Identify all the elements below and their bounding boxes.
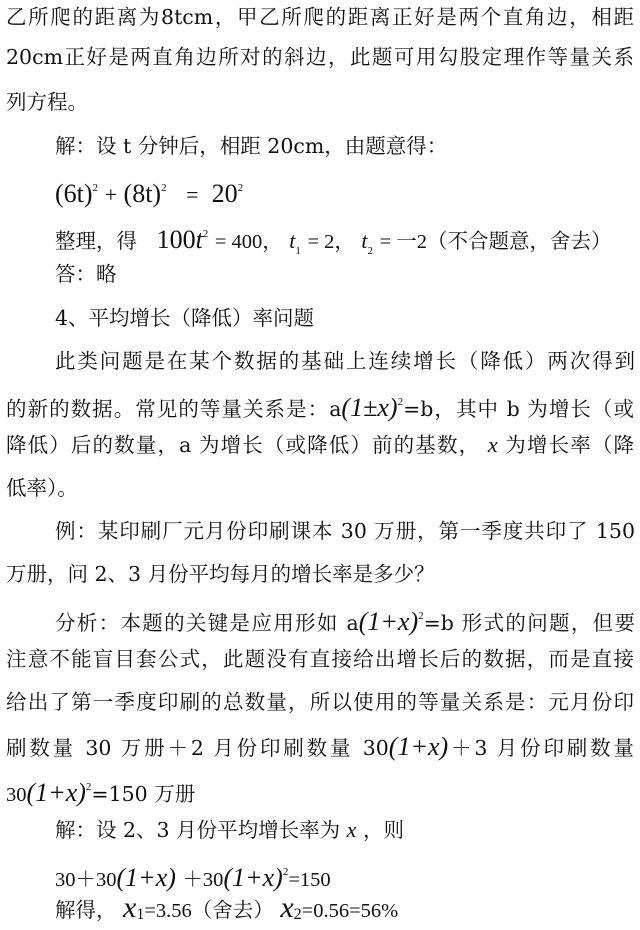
eq-text: =3.56（舍去） [144,900,274,922]
eq-text: = 一2（不合题意，舍去） [379,231,612,253]
eq-variable: t [289,228,296,253]
eq-variable: x [280,891,294,924]
text-span: =b 形式的问题，但要 [423,611,635,635]
eq-exponent: 2 [92,182,99,194]
text-span: =150 万册 [91,782,196,806]
equation-pythagorean [55,173,640,210]
paragraph-line: 乙所爬的距离为8tcm，甲乙所爬的距离正好是两个直角边，相距 [6,5,634,29]
eq-term: (8t) [123,179,162,208]
text-span: 刷数量 30 万册＋2 月份印刷数量 30 [6,736,389,760]
eq-variable: t [361,228,368,253]
eq-text: = 400， [214,231,283,253]
eq-variable: x [346,817,357,842]
eq-subscript: 1 [136,906,145,923]
eq-term: 100 [156,225,196,254]
text-span: 分析：本题的关键是应用形如 a [55,611,359,635]
analysis-line: 注意不能盲目套公式，此题没有直接给出增长后的数据，而是直接 [6,647,634,671]
eq-operator: + [104,182,117,207]
formula: (1±x) [341,393,398,422]
eq-text: =150 [288,869,331,891]
eq-text: 30＋30 [55,869,117,891]
eq-exponent: 2 [161,182,167,194]
paragraph-line: 低率）。 [6,476,78,500]
eq-operator: = [186,182,199,207]
formula: (1+x) [116,863,176,892]
eq-text: ＋30 [182,869,224,891]
analysis-line: 给出了第一季度印刷的总数量，所以使用的等量关系是：元月份印 [6,690,634,714]
solution-intro [55,815,635,845]
eq-subscript: 2 [293,906,302,923]
analysis-line [6,732,634,763]
eq-subscript: 2 [367,245,374,257]
eq-exponent: 2 [397,396,404,408]
eq-term: 20 [211,179,238,208]
paragraph-line: 此类问题是在某个数据的基础上连续增长（降低）两次得到 [55,349,635,373]
text-span: 解：设 2、3 月份平均增长率为 [55,818,341,842]
eq-exponent: 2 [237,182,244,194]
formula: (1+x) [26,778,86,807]
paragraph-line: 列方程。 [6,90,88,114]
text-span: 的新的数据。常见的等量关系是：a [6,397,342,421]
section-heading: 4、平均增长（降低）率问题 [55,306,315,330]
paragraph-line: 20cm正好是两直角边所对的斜边，此题可用勾股定理作等量关系 [6,45,634,69]
text-span: =b，其中 b 为增长（或 [403,397,634,421]
analysis-line [55,601,635,638]
text-span: ，则 [362,818,404,842]
simplify-label: 整理，得 [55,229,137,253]
formula: (1+x) [358,607,419,636]
eq-subscript: 1 [295,245,301,257]
eq-exponent: 2 [202,228,209,240]
eq-variable: t [195,225,203,254]
eq-text: =0.56=56% [301,900,399,922]
eq-exponent: 2 [85,781,92,793]
example-line: 万册，问 2、3 月份平均每月的增长率是多少？ [6,562,435,586]
paragraph-line [6,430,634,460]
formula: (1+x) [388,732,449,761]
text-span: 解得， [55,898,117,922]
text-span: 为增长率（降 [505,433,634,457]
text-span: 30 [6,784,27,806]
eq-text: = 2， [307,231,355,253]
answer-line: 答：略 [55,262,117,286]
eq-variable: x [487,432,498,457]
eq-exponent: 2 [418,610,424,622]
text-span: ＋3 月份印刷数量 [448,736,634,760]
text-span: 降低）后的数量，a 为增长（或降低）前的基数， [6,433,481,457]
eq-term: (6t) [55,179,93,208]
paragraph-line [6,387,634,424]
equation-growth [55,857,640,895]
eq-exponent: 2 [282,866,289,878]
example-line: 例：某印刷厂元月份印刷课本 30 万册，第一季度共印了 150 [55,519,635,543]
analysis-line [6,772,634,810]
result-line [55,893,640,930]
solution-intro: 解：设 t 分钟后，相距 20cm，由题意得： [55,134,448,158]
eq-variable: x [123,891,137,924]
formula: (1+x) [223,863,283,892]
